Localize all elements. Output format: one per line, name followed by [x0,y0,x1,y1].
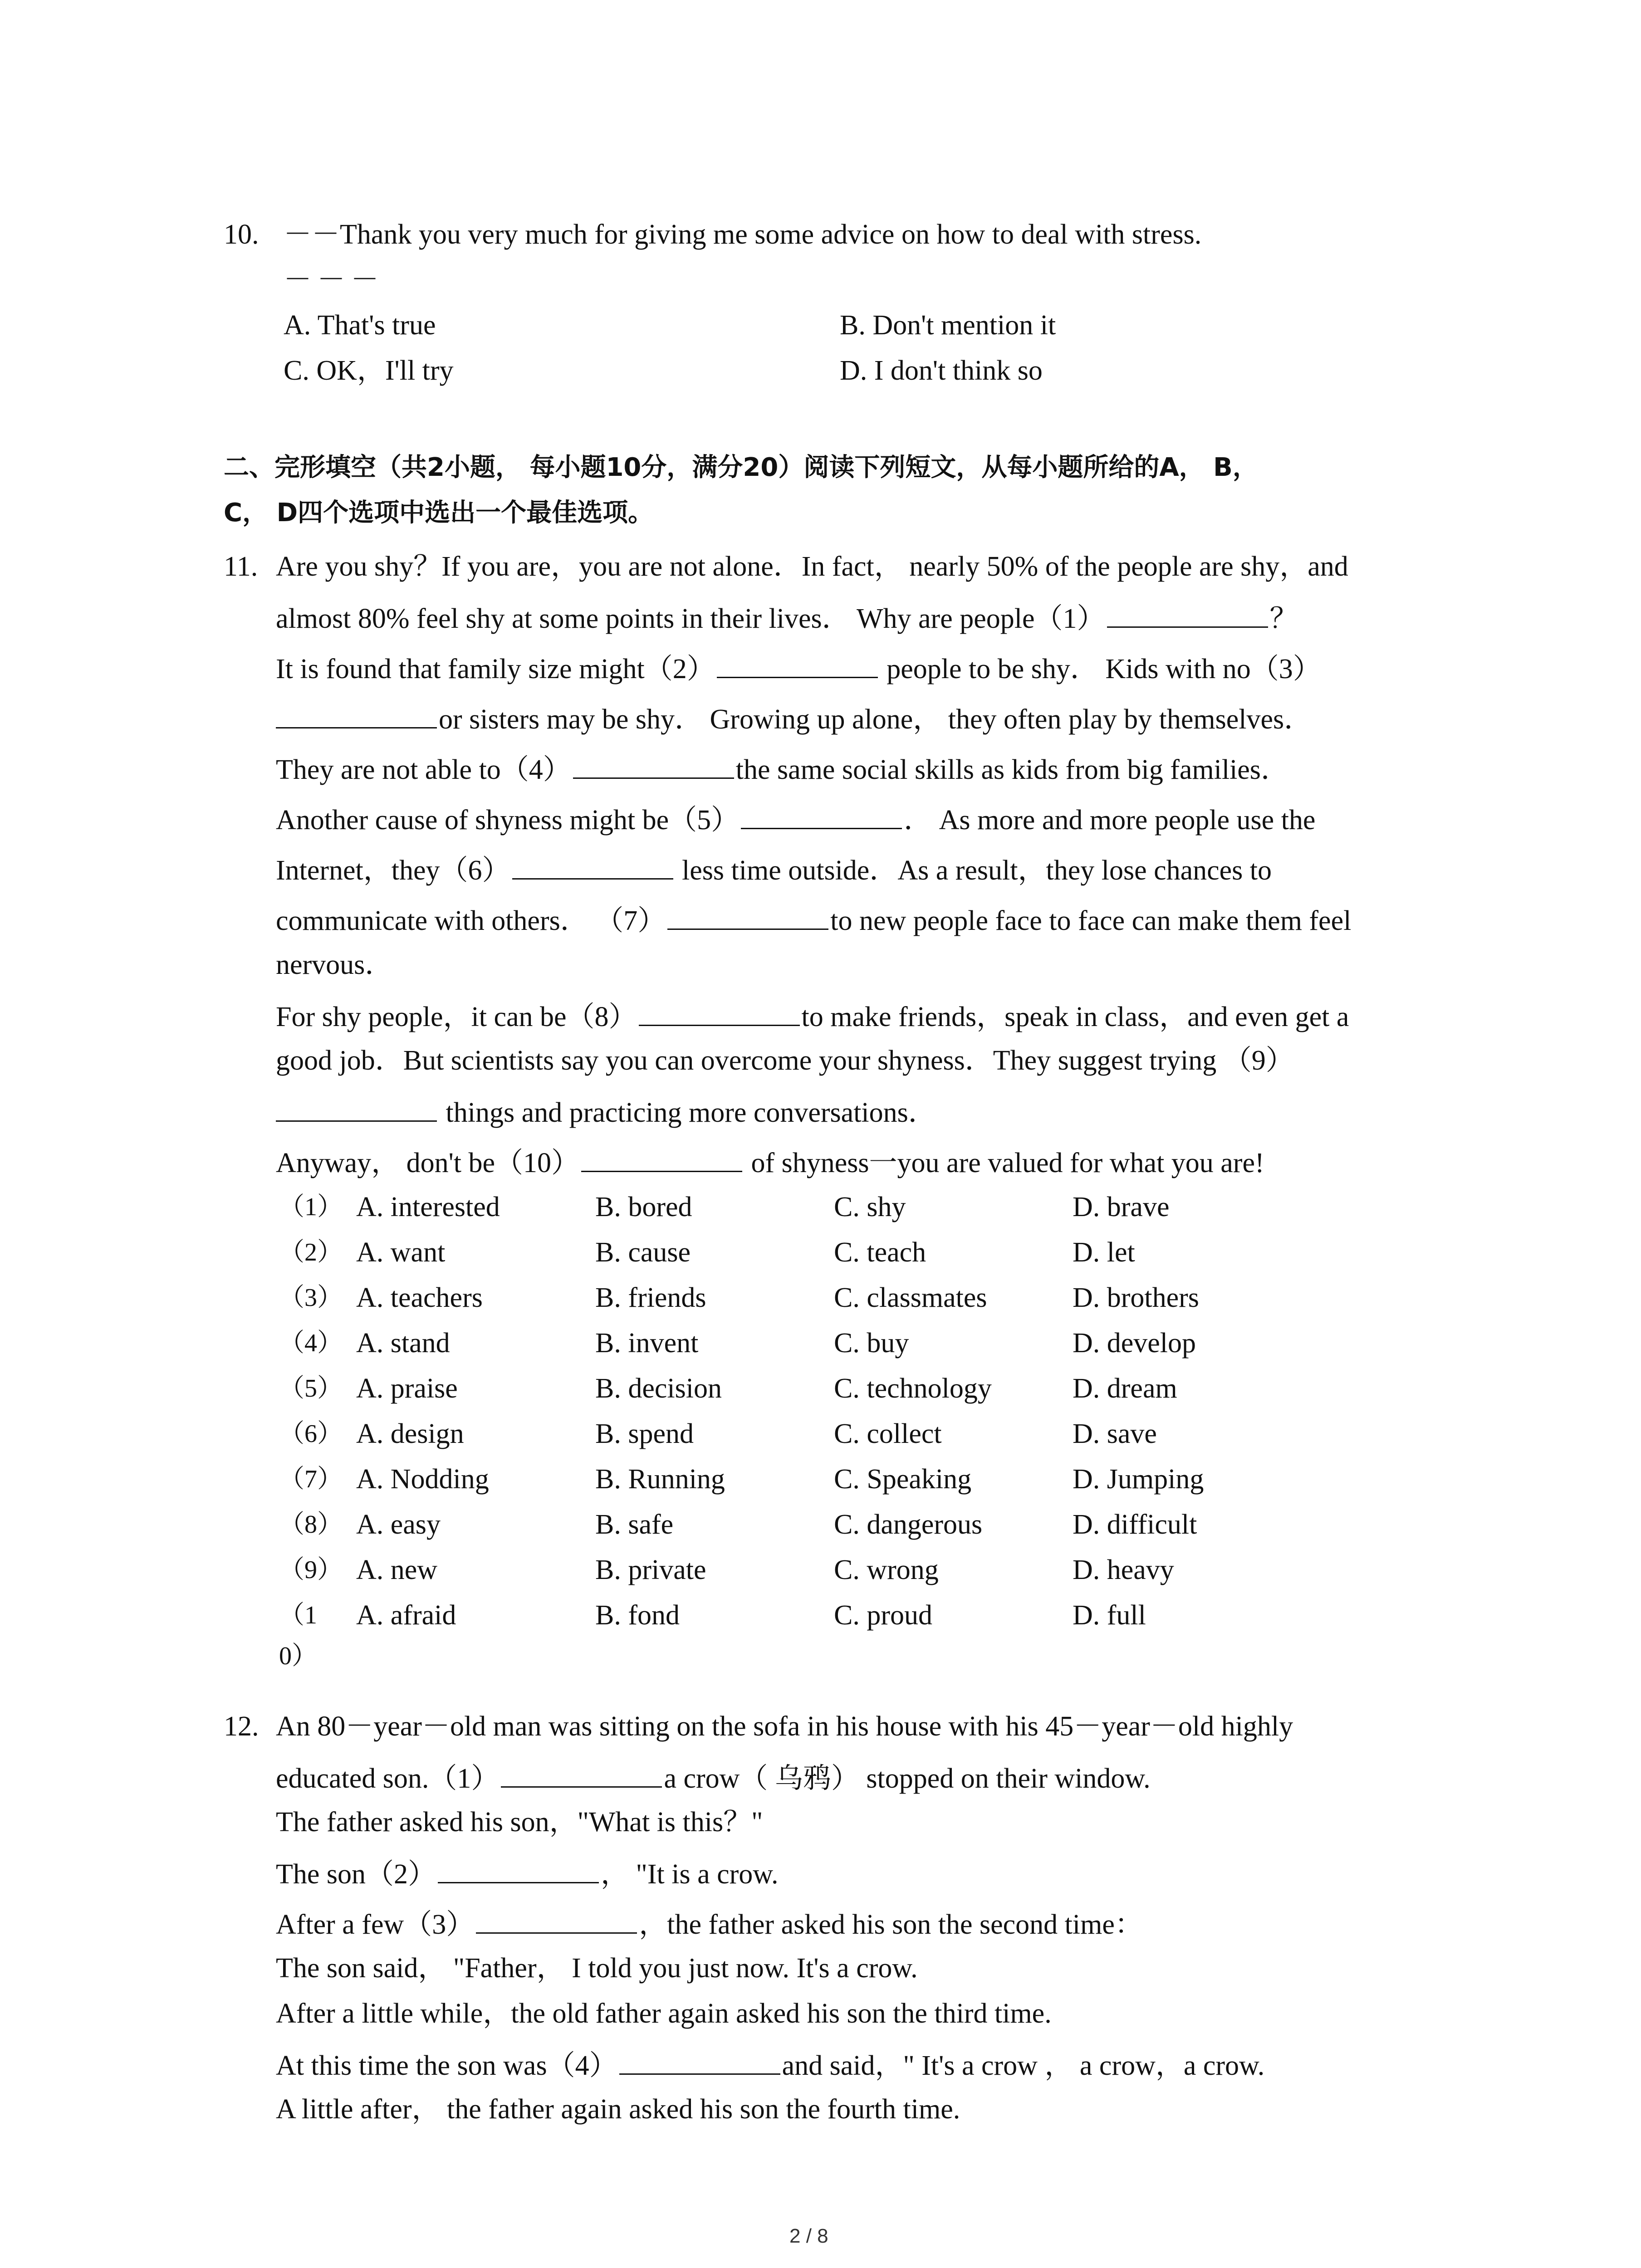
choice-option-b[interactable]: B. cause [595,1237,691,1268]
choice-option-d[interactable]: D. full [1073,1600,1146,1631]
choice-option-a[interactable]: A. want [356,1237,446,1268]
choice-option-c[interactable]: C. wrong [834,1554,939,1585]
choice-number: （9） [279,1556,343,1584]
choice-option-a[interactable]: A. interested [356,1192,500,1222]
choice-option-a[interactable]: A. easy [356,1509,441,1540]
choice-option-d[interactable]: D. difficult [1073,1509,1197,1540]
q10-reply: －－－ [284,264,385,295]
choice-option-c[interactable]: C. teach [834,1237,926,1268]
choice-option-a[interactable]: A. design [356,1418,464,1449]
blank-4[interactable] [619,2050,780,2075]
passage-line: It is found that family size might（2） people to be shy． Kids with no（3） [276,654,1321,684]
choice-option-c[interactable]: C. classmates [834,1282,987,1313]
passage-line: At this time the son was（4） and said，" It's a crow ， a crow，a crow. [276,2050,1265,2081]
choice-option-b[interactable]: B. spend [595,1418,694,1449]
passage-line: A little after， the father again asked his son the fourth time. [276,2094,960,2125]
blank-10[interactable] [581,1147,742,1172]
q10-option-d[interactable]: D. I don't think so [840,355,1043,386]
blank-5[interactable] [741,804,902,829]
choice-option-c[interactable]: C. collect [834,1418,942,1449]
passage-line: The son said， "Father， I told you just now. It's a crow. [276,1953,918,1984]
question-number-12: 12. [224,1711,259,1742]
choice-option-b[interactable]: B. safe [595,1509,674,1540]
q10-option-c[interactable]: C. OK，I'll try [284,355,454,386]
blank-7[interactable] [667,905,828,930]
choice-number: （5） [279,1374,343,1403]
choice-option-b[interactable]: B. private [595,1554,706,1585]
choice-option-b[interactable]: B. bored [595,1192,692,1222]
choice-option-a[interactable]: A. Nodding [356,1464,489,1495]
blank-1[interactable] [1107,603,1268,628]
choice-option-b[interactable]: B. decision [595,1373,722,1404]
section-heading-line2: C， D四个选项中选出一个最佳选项。 [224,498,654,528]
blank-2[interactable] [717,653,878,678]
passage-line: For shy people，it can be（8） to make friends，speak in class，and even get a [276,1002,1349,1032]
section-heading-line1: 二、完形填空（共2小题， 每小题10分，满分20）阅读下列短文，从每小题所给的A， B， [224,453,1258,482]
passage-line: The son（2） ， "It is a crow. [276,1859,779,1890]
q10-option-b[interactable]: B. Don't mention it [840,310,1056,341]
choice-number: （2） [279,1238,343,1266]
choice-option-b[interactable]: B. invent [595,1328,699,1359]
choice-option-b[interactable]: B. Running [595,1464,725,1495]
passage-line: communicate with others． （7） to new people face to face can make them feel [276,905,1352,936]
choice-option-d[interactable]: D. dream [1073,1373,1177,1404]
choice-option-d[interactable]: D. brothers [1073,1282,1199,1313]
choice-number: （3） [279,1284,343,1312]
passage-line: good job．But scientists say you can overcome your shyness．They suggest trying （9） [276,1045,1294,1076]
blank-8[interactable] [639,1001,800,1026]
choice-option-d[interactable]: D. Jumping [1073,1464,1204,1495]
passage-line: After a few（3） ，the father asked his son the second time： [276,1909,1143,1940]
passage-line: almost 80% feel shy at some points in their lives． Why are people（1） ？ [276,603,1298,634]
blank-6[interactable] [512,855,673,880]
choice-option-d[interactable]: D. develop [1073,1328,1196,1359]
passage-line: After a little while，the old father again asked his son the third time. [276,1998,1052,2029]
choice-option-c[interactable]: C. shy [834,1192,906,1222]
passage-line: Are you shy？If you are，you are not alone．In fact， nearly 50% of the people are shy，and [276,551,1348,582]
choice-option-a[interactable]: A. afraid [356,1600,456,1631]
choice-number-tail: 0） [279,1642,317,1670]
choice-option-c[interactable]: C. proud [834,1600,932,1631]
passage-line: The father asked his son，"What is this？" [276,1807,763,1838]
blank-1[interactable] [501,1763,662,1788]
choice-option-c[interactable]: C. buy [834,1328,909,1359]
q10-option-a[interactable]: A. That's true [284,310,436,341]
choice-option-d[interactable]: D. let [1073,1237,1135,1268]
blank-3[interactable] [476,1909,637,1934]
choice-number: （4） [279,1329,343,1357]
choice-option-d[interactable]: D. save [1073,1418,1157,1449]
passage-line: An 80－year－old man was sitting on the sofa in his house with his 45－year－old highly [276,1711,1293,1742]
choice-number: （1 [279,1601,317,1629]
choice-option-b[interactable]: B. friends [595,1282,706,1313]
passage-line: Another cause of shyness might be（5） ． As more and more people use the [276,805,1316,836]
choice-option-c[interactable]: C. dangerous [834,1509,983,1540]
choice-option-c[interactable]: C. Speaking [834,1464,972,1495]
passage-line: nervous． [276,949,393,980]
choice-number: （1） [279,1193,343,1221]
choice-option-c[interactable]: C. technology [834,1373,992,1404]
question-number-11: 11. [224,551,258,582]
passage-line: Anyway， don't be（10） of shyness一you are valued for what you are! [276,1148,1264,1178]
choice-option-a[interactable]: A. praise [356,1373,458,1404]
passage-line: Internet，they（6） less time outside．As a result，they lose chances to [276,855,1272,886]
blank-2[interactable] [438,1858,599,1883]
blank-9[interactable] [276,1097,437,1122]
passage-line: educated son.（1） a crow（ 乌鸦） stopped on their window. [276,1763,1151,1794]
choice-option-a[interactable]: A. stand [356,1328,450,1359]
passage-line: things and practicing more conversations． [276,1097,936,1127]
choice-number: （7） [279,1465,343,1493]
passage-line: They are not able to（4） the same social skills as kids from big families． [276,754,1289,785]
passage-line: or sisters may be shy． Growing up alone， they often play by themselves． [276,704,1312,733]
choice-option-a[interactable]: A. new [356,1554,438,1585]
blank-3[interactable] [276,704,437,728]
q10-prompt: －－Thank you very much for giving me some advice on how to deal with stress. [284,219,1202,250]
choice-number: （8） [279,1510,343,1539]
question-number-10: 10. [224,219,259,250]
choice-option-d[interactable]: D. heavy [1073,1554,1174,1585]
choice-number: （6） [279,1420,343,1448]
choice-option-a[interactable]: A. teachers [356,1282,483,1313]
page-number: 2 / 8 [789,2225,828,2247]
choice-option-d[interactable]: D. brave [1073,1192,1170,1222]
choice-option-b[interactable]: B. fond [595,1600,680,1631]
blank-4[interactable] [573,754,734,779]
